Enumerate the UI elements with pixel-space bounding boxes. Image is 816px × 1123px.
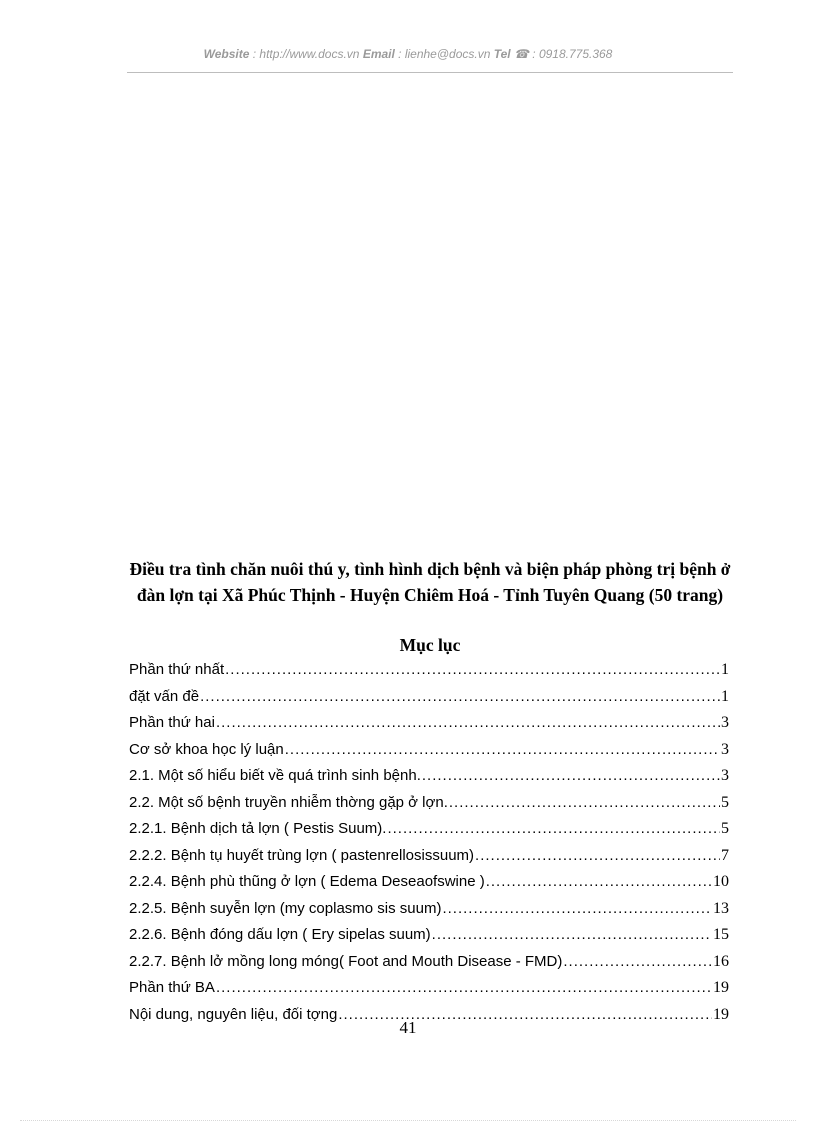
website-label: Website [203, 47, 250, 61]
toc-entry[interactable] [129, 710, 729, 737]
toc-dot-leader [486, 869, 712, 896]
toc-entry[interactable] [129, 896, 729, 923]
toc-entry-label: 2.2.2. Bệnh tụ huyết trùng lợn ( pastenrellosissuum) [129, 846, 475, 864]
toc-entry[interactable] [129, 763, 729, 790]
toc-entry-label: Phần thứ nhất [129, 661, 225, 678]
toc-entry-label: Phần thứ BA [129, 979, 215, 996]
toc-entry-label: Phần thứ hai [129, 714, 215, 731]
toc-dot-leader [432, 922, 712, 949]
toc-entry-page: 13 [713, 899, 729, 917]
toc-dot-leader [387, 816, 720, 843]
toc-entry[interactable] [129, 869, 729, 896]
toc-entry-label: 2.2. Một số bệnh truyền nhiễm thờng gặp ở lợn. [129, 793, 448, 811]
toc-entry-page: 16 [713, 952, 729, 970]
toc-heading: Mục lục [399, 635, 461, 655]
toc-entry-page: 1 [721, 661, 729, 678]
toc-entry[interactable] [129, 657, 729, 684]
header-divider [127, 72, 733, 73]
toc-entry[interactable] [129, 816, 729, 843]
toc-dot-leader [449, 790, 720, 817]
toc-entry-page: 1 [721, 687, 729, 705]
toc-entry[interactable] [129, 843, 729, 870]
toc-dot-leader [200, 684, 720, 711]
email-value[interactable]: : lienhe@docs.vn [394, 47, 494, 61]
email-label: Email [362, 47, 395, 61]
toc-entry-page: 7 [721, 846, 729, 864]
toc-entry-label: 2.2.6. Bệnh đóng dấu lợn ( Ery sipelas suum) [129, 926, 431, 943]
toc-entry[interactable] [129, 975, 729, 1002]
page-number: 41 [399, 1018, 417, 1037]
toc-entry[interactable] [129, 737, 729, 764]
toc-entry[interactable] [129, 949, 729, 976]
phone-icon: ☎ [513, 47, 529, 61]
toc-entry-page: 15 [713, 926, 729, 943]
tel-value: : 0918.775.368 [528, 47, 613, 61]
toc-entry-page: 3 [721, 740, 729, 758]
toc-entry[interactable] [129, 790, 729, 817]
toc-entry-label: Cơ sở khoa học lý luận [129, 740, 284, 758]
website-value[interactable]: : http://www.docs.vn [249, 47, 363, 61]
toc-entry-label: đặt vấn đề [129, 687, 200, 705]
toc-dot-leader [422, 763, 720, 790]
toc-entry-label: 2.1. Một số hiểu biết về quá trình sinh bệnh. [129, 767, 421, 784]
toc-entry-label: 2.2.7. Bệnh lở mồng long móng( Foot and Mouth Disease - FMD) [129, 952, 563, 970]
toc-entry-page: 10 [713, 873, 729, 890]
toc-entry-page: 19 [713, 1005, 729, 1023]
toc-dot-leader [225, 657, 720, 684]
toc-entry-page: 3 [721, 767, 729, 784]
toc-dot-leader [563, 949, 712, 976]
toc-entry-page: 3 [721, 714, 729, 731]
toc-entry-page: 19 [713, 979, 729, 996]
toc-entry[interactable] [129, 922, 729, 949]
toc-dot-leader [216, 710, 720, 737]
toc-entry-label: Nội dung, nguyên liệu, đối tợng [129, 1005, 338, 1023]
page-header [0, 47, 816, 61]
toc-entry-label: 2.2.5. Bệnh suyễn lợn (my coplasmo sis suum) [129, 899, 442, 917]
tel-label: Tel [493, 47, 511, 61]
toc-dot-leader [285, 737, 720, 764]
toc-dot-leader [442, 896, 712, 923]
toc-dot-leader [475, 843, 720, 870]
footer-divider [20, 1120, 796, 1121]
toc-entry-page: 5 [721, 793, 729, 811]
toc-entry-label: 2.2.4. Bệnh phù thũng ở lợn ( Edema Deseaofswine ) [129, 873, 485, 890]
document-title: Điều tra tình chăn nuôi thú y, tình hình dịch bệnh và biện pháp phòng trị bệnh ở đàn lợn tại Xã Phúc Thịnh - Huyện Chiêm Hoá - Tỉnh Tuyên Quang (50 trang) [129, 559, 731, 605]
toc-dot-leader [216, 975, 712, 1002]
toc-entry[interactable] [129, 684, 729, 711]
toc-entry-page: 5 [721, 820, 729, 837]
toc-entry-label: 2.2.1. Bệnh dịch tả lợn ( Pestis Suum). [129, 820, 387, 837]
table-of-contents [129, 657, 729, 1028]
